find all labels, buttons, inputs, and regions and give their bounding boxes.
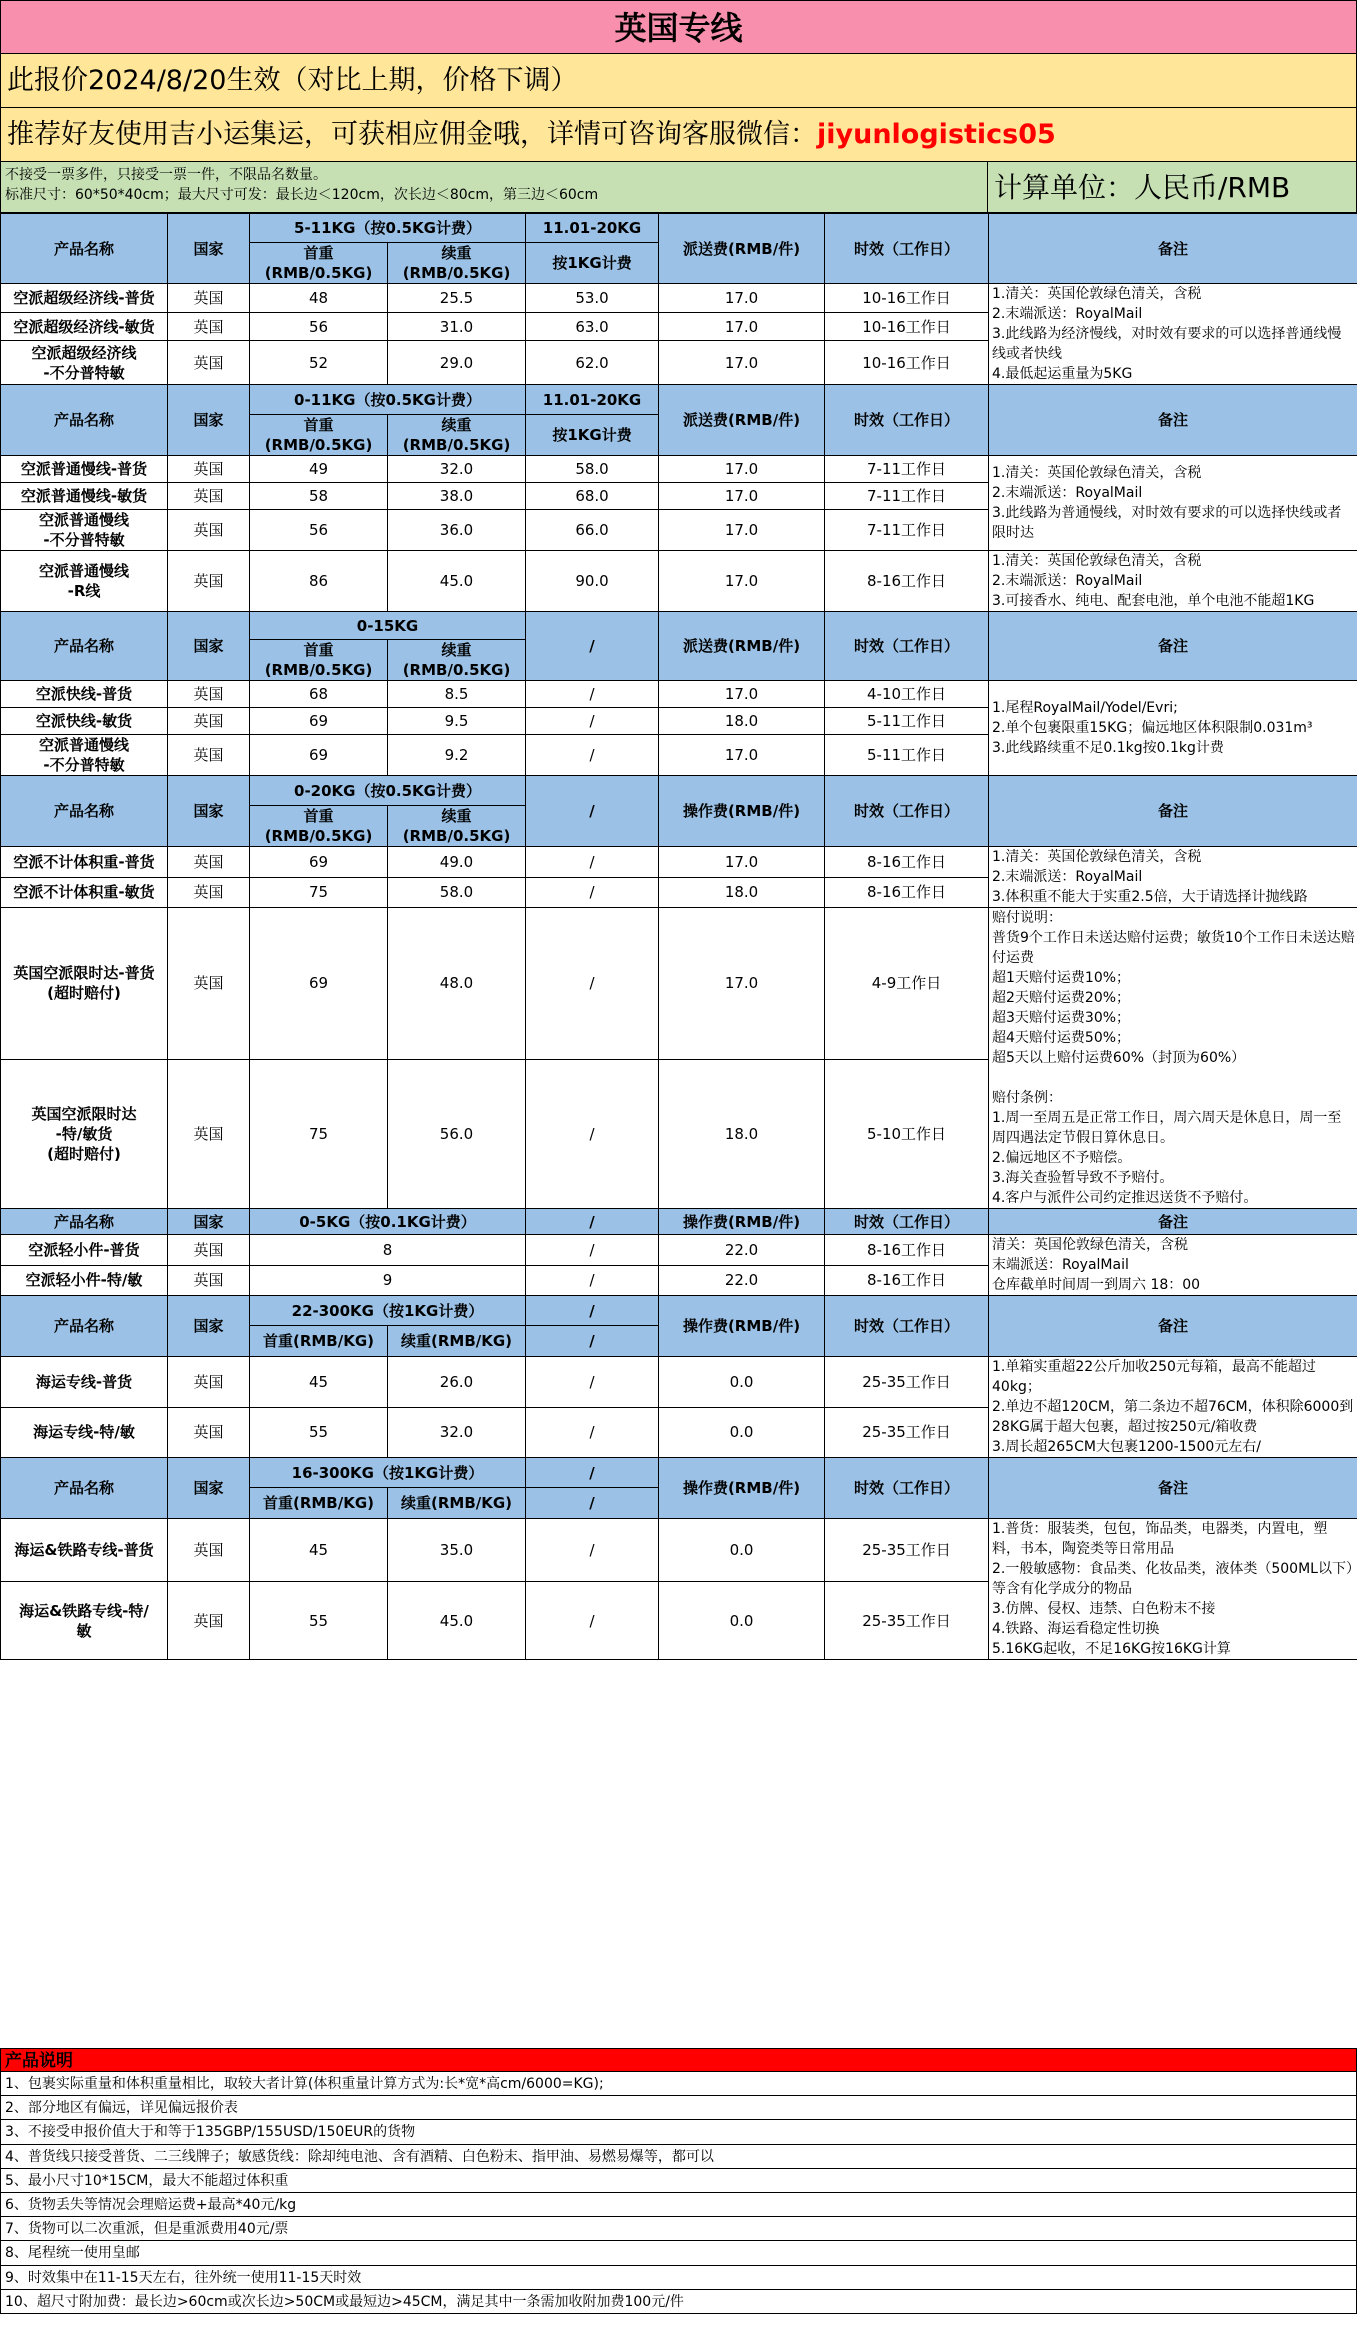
- header-slash: /: [526, 776, 659, 847]
- description-heading: 产品说明: [0, 2048, 1357, 2072]
- header-product: 产品名称: [1, 1209, 168, 1235]
- product-name: 英国空派限时达-普货 (超时赔付): [1, 908, 168, 1060]
- currency-unit: 计算单位：人民币/RMB: [988, 162, 1357, 213]
- first-weight-price: 48: [250, 284, 388, 313]
- first-weight-price: 69: [250, 708, 388, 735]
- header-weight-range: 22-300KG（按1KG计费）: [250, 1296, 526, 1326]
- per-kg-price: /: [526, 877, 659, 908]
- page-title: 英国专线: [0, 0, 1357, 54]
- header-fee: 操作费(RMB/件): [659, 776, 825, 847]
- price-table: [0, 213, 1357, 1660]
- product-name: 海运&铁路专线-普货: [1, 1519, 168, 1582]
- header-first-weight: 首重(RMB/KG): [250, 1488, 388, 1519]
- header-country: 国家: [168, 1209, 250, 1235]
- delivery-time: 25-35工作日: [825, 1519, 989, 1582]
- delivery-time: 7-11工作日: [825, 510, 989, 551]
- remark: 1.清关：英国伦敦绿色清关，含税 2.末端派送：RoyalMail 3.体积重不能大于实重2.5倍，大于请选择计抛线路: [989, 847, 1357, 908]
- fee: 22.0: [659, 1265, 825, 1296]
- per-kg-price: /: [526, 1357, 659, 1408]
- delivery-time: 7-11工作日: [825, 483, 989, 510]
- remark: 清关：英国伦敦绿色清关，含税 末端派送：RoyalMail 仓库截单时间周一到周六 18：00: [989, 1235, 1357, 1296]
- header-first-weight: 首重 (RMB/0.5KG): [250, 415, 388, 456]
- description-item: 5、最小尺寸10*15CM，最大不能超过体积重: [0, 2169, 1357, 2193]
- header-weight-range: 0-15KG: [250, 612, 526, 640]
- fee: 17.0: [659, 284, 825, 313]
- continued-weight-price: 8.5: [388, 681, 526, 708]
- remark: 1.普货：服装类，包包，饰品类，电器类，内置电，塑料，书本，陶瓷类等日常用品 2.一般敏感物：食品类、化妆品类，液体类（500ML以下）等含有化学成分的物品 3.仿牌、侵权、违禁、白色粉末不接 4.铁路、海运看稳定性切换 5.16KG起收，不足16KG按16KG计算: [989, 1519, 1357, 1660]
- effective-date-banner: 此报价2024/8/20生效（对比上期，价格下调）: [0, 54, 1357, 108]
- per-kg-price: 63.0: [526, 312, 659, 341]
- country: 英国: [168, 681, 250, 708]
- header-remark: 备注: [989, 214, 1357, 284]
- header-time: 时效（工作日）: [825, 214, 989, 284]
- country: 英国: [168, 483, 250, 510]
- remark: 1.清关：英国伦敦绿色清关，含税 2.末端派送：RoyalMail 3.可接香水、纯电、配套电池，单个电池不能超1KG: [989, 551, 1357, 612]
- header-country: 国家: [168, 1458, 250, 1519]
- per-kg-price: 68.0: [526, 483, 659, 510]
- header-country: 国家: [168, 776, 250, 847]
- continued-weight-price: 32.0: [388, 1407, 526, 1458]
- per-kg-price: /: [526, 1582, 659, 1660]
- fee: 17.0: [659, 456, 825, 483]
- first-weight-price: 56: [250, 510, 388, 551]
- delivery-time: 8-16工作日: [825, 1235, 989, 1266]
- header-weight-range: 0-11KG（按0.5KG计费）: [250, 385, 526, 415]
- product-name: 海运&铁路专线-特/ 敏: [1, 1582, 168, 1660]
- country: 英国: [168, 1235, 250, 1266]
- fee: 17.0: [659, 510, 825, 551]
- per-kg-price: 58.0: [526, 456, 659, 483]
- header-first-weight: 首重 (RMB/0.5KG): [250, 806, 388, 847]
- product-description: [0, 2048, 1357, 2314]
- header-weight-range: 5-11KG（按0.5KG计费）: [250, 214, 526, 243]
- per-kg-price: /: [526, 681, 659, 708]
- first-weight-price: 55: [250, 1582, 388, 1660]
- fee: 18.0: [659, 708, 825, 735]
- first-weight-price: 69: [250, 735, 388, 776]
- header-remark: 备注: [989, 1458, 1357, 1519]
- header-product: 产品名称: [1, 612, 168, 681]
- delivery-time: 5-10工作日: [825, 1059, 989, 1208]
- product-name: 空派普通慢线 -R线: [1, 551, 168, 612]
- continued-weight-price: 48.0: [388, 908, 526, 1060]
- header-per-kg: 按1KG计费: [526, 415, 659, 456]
- continued-weight-price: 29.0: [388, 341, 526, 385]
- price: 9: [250, 1265, 526, 1296]
- per-kg-price: /: [526, 1407, 659, 1458]
- per-kg-price: /: [526, 847, 659, 878]
- fee: 0.0: [659, 1357, 825, 1408]
- header-slash: /: [526, 1209, 659, 1235]
- price: 8: [250, 1235, 526, 1266]
- country: 英国: [168, 551, 250, 612]
- remark: 1.清关：英国伦敦绿色清关，含税 2.末端派送：RoyalMail 3.此线路为普通慢线，对时效有要求的可以选择快线或者限时达: [989, 456, 1357, 551]
- per-kg-price: /: [526, 735, 659, 776]
- header-time: 时效（工作日）: [825, 612, 989, 681]
- delivery-time: 8-16工作日: [825, 847, 989, 878]
- continued-weight-price: 38.0: [388, 483, 526, 510]
- header-time: 时效（工作日）: [825, 1209, 989, 1235]
- continued-weight-price: 9.2: [388, 735, 526, 776]
- product-name: 海运专线-特/敏: [1, 1407, 168, 1458]
- country: 英国: [168, 1519, 250, 1582]
- header-country: 国家: [168, 385, 250, 456]
- country: 英国: [168, 1407, 250, 1458]
- delivery-time: 25-35工作日: [825, 1357, 989, 1408]
- fee: 17.0: [659, 908, 825, 1060]
- delivery-time: 8-16工作日: [825, 551, 989, 612]
- header-first-weight: 首重 (RMB/0.5KG): [250, 640, 388, 681]
- delivery-time: 8-16工作日: [825, 1265, 989, 1296]
- header-remark: 备注: [989, 1209, 1357, 1235]
- country: 英国: [168, 1265, 250, 1296]
- header-country: 国家: [168, 612, 250, 681]
- header-slash: /: [526, 1488, 659, 1519]
- continued-weight-price: 36.0: [388, 510, 526, 551]
- fee: 18.0: [659, 1059, 825, 1208]
- delivery-time: 10-16工作日: [825, 284, 989, 313]
- header-product: 产品名称: [1, 1458, 168, 1519]
- first-weight-price: 69: [250, 908, 388, 1060]
- delivery-time: 8-16工作日: [825, 877, 989, 908]
- header-fee: 操作费(RMB/件): [659, 1296, 825, 1357]
- description-item: 10、超尺寸附加费：最长边>60cm或次长边>50CM或最短边>45CM，满足其中一条需加收附加费100元/件: [0, 2290, 1357, 2314]
- first-weight-price: 45: [250, 1357, 388, 1408]
- continued-weight-price: 49.0: [388, 847, 526, 878]
- header-time: 时效（工作日）: [825, 1458, 989, 1519]
- country: 英国: [168, 312, 250, 341]
- per-kg-price: /: [526, 1235, 659, 1266]
- product-name: 空派不计体积重-普货: [1, 847, 168, 878]
- product-name: 空派普通慢线-敏货: [1, 483, 168, 510]
- header-first-weight: 首重 (RMB/0.5KG): [250, 243, 388, 284]
- shipping-restrictions: [0, 162, 988, 213]
- header-first-weight: 首重(RMB/KG): [250, 1326, 388, 1357]
- header-weight-range: 0-20KG（按0.5KG计费）: [250, 776, 526, 806]
- header-remark: 备注: [989, 1296, 1357, 1357]
- header-fee: 派送费(RMB/件): [659, 385, 825, 456]
- first-weight-price: 69: [250, 847, 388, 878]
- continued-weight-price: 35.0: [388, 1519, 526, 1582]
- header-country: 国家: [168, 1296, 250, 1357]
- description-item: 9、时效集中在11-15天左右，往外统一使用11-15天时效: [0, 2266, 1357, 2290]
- country: 英国: [168, 908, 250, 1060]
- remark: 赔付说明： 普货9个工作日未送达赔付运费；敏货10个工作日未送达赔付运费 超1天赔付运费10%； 超2天赔付运费20%； 超3天赔付运费30%； 超4天赔付运费50%； 超5天以上赔付运费60%（封顶为60%） 赔付条例： 1.周一至周五是正常工作日，周六周天是休息日，周一至周四遇法定节假日算休息日。 2.偏远地区不予赔偿。 3.海关查验暂导致不予赔付。 4.客户与派件公司约定推迟送货不予赔付。: [989, 908, 1357, 1209]
- fee: 17.0: [659, 847, 825, 878]
- header-fee: 操作费(RMB/件): [659, 1209, 825, 1235]
- fee: 17.0: [659, 483, 825, 510]
- product-name: 空派超级经济线-普货: [1, 284, 168, 313]
- first-weight-price: 49: [250, 456, 388, 483]
- country: 英国: [168, 510, 250, 551]
- per-kg-price: 62.0: [526, 341, 659, 385]
- header-time: 时效（工作日）: [825, 776, 989, 847]
- first-weight-price: 55: [250, 1407, 388, 1458]
- fee: 22.0: [659, 1235, 825, 1266]
- remark: 1.清关：英国伦敦绿色清关，含税 2.末端派送：RoyalMail 3.此线路为经济慢线，对时效有要求的可以选择普通线慢线或者快线 4.最低起运重量为5KG: [989, 284, 1357, 385]
- country: 英国: [168, 456, 250, 483]
- first-weight-price: 68: [250, 681, 388, 708]
- country: 英国: [168, 847, 250, 878]
- per-kg-price: /: [526, 1059, 659, 1208]
- continued-weight-price: 56.0: [388, 1059, 526, 1208]
- header-weight-range: 0-5KG（按0.1KG计费）: [250, 1209, 526, 1235]
- header-fee: 派送费(RMB/件): [659, 214, 825, 284]
- product-name: 空派不计体积重-敏货: [1, 877, 168, 908]
- delivery-time: 5-11工作日: [825, 708, 989, 735]
- first-weight-price: 52: [250, 341, 388, 385]
- header-time: 时效（工作日）: [825, 385, 989, 456]
- header-product: 产品名称: [1, 1296, 168, 1357]
- delivery-time: 25-35工作日: [825, 1582, 989, 1660]
- fee: 0.0: [659, 1582, 825, 1660]
- product-name: 空派普通慢线 -不分普特敏: [1, 510, 168, 551]
- product-name: 空派超级经济线-敏货: [1, 312, 168, 341]
- country: 英国: [168, 735, 250, 776]
- country: 英国: [168, 1059, 250, 1208]
- continued-weight-price: 32.0: [388, 456, 526, 483]
- country: 英国: [168, 1582, 250, 1660]
- header-continued-weight: 续重 (RMB/0.5KG): [388, 806, 526, 847]
- country: 英国: [168, 1357, 250, 1408]
- per-kg-price: 66.0: [526, 510, 659, 551]
- remark: 1.单箱实重超22公斤加收250元每箱，最高不能超过40kg； 2.单边不超120CM，第二条边不超76CM，体积除6000到28KG属于超大包裹，超过按250元/箱收费 3.周长超265CM大包裹1200-1500元左右/: [989, 1357, 1357, 1458]
- product-name: 空派快线-普货: [1, 681, 168, 708]
- description-item: 6、货物丢失等情况会理赔运费+最高*40元/kg: [0, 2193, 1357, 2217]
- description-item: 2、部分地区有偏远，详见偏远报价表: [0, 2096, 1357, 2120]
- product-name: 空派轻小件-特/敏: [1, 1265, 168, 1296]
- product-name: 空派超级经济线 -不分普特敏: [1, 341, 168, 385]
- continued-weight-price: 31.0: [388, 312, 526, 341]
- per-kg-price: 90.0: [526, 551, 659, 612]
- referral-text: 推荐好友使用吉小运集运，可获相应佣金哦，详情可咨询客服微信：: [7, 119, 817, 150]
- referral-banner: [0, 108, 1357, 162]
- description-item: 8、尾程统一使用皇邮: [0, 2241, 1357, 2265]
- continued-weight-price: 26.0: [388, 1357, 526, 1408]
- description-item: 7、货物可以二次重派，但是重派费用40元/票: [0, 2217, 1357, 2241]
- first-weight-price: 75: [250, 1059, 388, 1208]
- header-time: 时效（工作日）: [825, 1296, 989, 1357]
- fee: 17.0: [659, 312, 825, 341]
- header-country: 国家: [168, 214, 250, 284]
- restriction-line-2: 标准尺寸：60*50*40cm；最大尺寸可发：最长边＜120cm，次长边＜80cm，第三边＜60cm: [5, 187, 599, 203]
- product-name: 空派普通慢线 -不分普特敏: [1, 735, 168, 776]
- country: 英国: [168, 341, 250, 385]
- first-weight-price: 75: [250, 877, 388, 908]
- fee: 0.0: [659, 1407, 825, 1458]
- header-slash: /: [526, 1296, 659, 1326]
- fee: 17.0: [659, 681, 825, 708]
- header-product: 产品名称: [1, 776, 168, 847]
- fee: 0.0: [659, 1519, 825, 1582]
- first-weight-price: 45: [250, 1519, 388, 1582]
- description-item: 1、包裹实际重量和体积重量相比，取较大者计算(体积重量计算方式为:长*宽*高cm/6000=KG);: [0, 2072, 1357, 2096]
- fee: 17.0: [659, 341, 825, 385]
- country: 英国: [168, 284, 250, 313]
- header-slash: /: [526, 612, 659, 681]
- header-continued-weight: 续重 (RMB/0.5KG): [388, 640, 526, 681]
- header-continued-weight: 续重(RMB/KG): [388, 1488, 526, 1519]
- continued-weight-price: 58.0: [388, 877, 526, 908]
- header-remark: 备注: [989, 385, 1357, 456]
- first-weight-price: 56: [250, 312, 388, 341]
- header-weight-range: 16-300KG（按1KG计费）: [250, 1458, 526, 1488]
- delivery-time: 25-35工作日: [825, 1407, 989, 1458]
- fee: 17.0: [659, 735, 825, 776]
- first-weight-price: 58: [250, 483, 388, 510]
- fee: 18.0: [659, 877, 825, 908]
- wechat-id: jiyunlogistics05: [817, 119, 1056, 150]
- restriction-line-1: 不接受一票多件，只接受一票一件，不限品名数量。: [5, 167, 327, 183]
- header-slash: /: [526, 1458, 659, 1488]
- header-slash: /: [526, 1326, 659, 1357]
- header-per-kg: 按1KG计费: [526, 243, 659, 284]
- product-name: 空派快线-敏货: [1, 708, 168, 735]
- country: 英国: [168, 877, 250, 908]
- per-kg-price: /: [526, 708, 659, 735]
- product-name: 空派普通慢线-普货: [1, 456, 168, 483]
- header-remark: 备注: [989, 776, 1357, 847]
- country: 英国: [168, 708, 250, 735]
- per-kg-price: /: [526, 908, 659, 1060]
- product-name: 英国空派限时达 -特/敏货 (超时赔付): [1, 1059, 168, 1208]
- product-name: 空派轻小件-普货: [1, 1235, 168, 1266]
- header-product: 产品名称: [1, 385, 168, 456]
- delivery-time: 10-16工作日: [825, 312, 989, 341]
- continued-weight-price: 45.0: [388, 1582, 526, 1660]
- delivery-time: 5-11工作日: [825, 735, 989, 776]
- header-continued-weight: 续重(RMB/KG): [388, 1326, 526, 1357]
- remark: 1.尾程RoyalMail/Yodel/Evri; 2.单个包裹限重15KG；偏远地区体积限制0.031m³ 3.此线路续重不足0.1kg按0.1kg计费: [989, 681, 1357, 776]
- per-kg-price: /: [526, 1265, 659, 1296]
- header-continued-weight: 续重 (RMB/0.5KG): [388, 415, 526, 456]
- header-weight-range-2: 11.01-20KG: [526, 385, 659, 415]
- header-product: 产品名称: [1, 214, 168, 284]
- description-item: 3、不接受申报价值大于和等于135GBP/155USD/150EUR的货物: [0, 2120, 1357, 2144]
- header-fee: 操作费(RMB/件): [659, 1458, 825, 1519]
- continued-weight-price: 9.5: [388, 708, 526, 735]
- per-kg-price: /: [526, 1519, 659, 1582]
- header-continued-weight: 续重 (RMB/0.5KG): [388, 243, 526, 284]
- description-item: 4、普货线只接受普货、二三线牌子；敏感货线：除却纯电池、含有酒精、白色粉末、指甲油、易燃易爆等，都可以: [0, 2145, 1357, 2169]
- delivery-time: 4-10工作日: [825, 681, 989, 708]
- product-name: 海运专线-普货: [1, 1357, 168, 1408]
- fee: 17.0: [659, 551, 825, 612]
- per-kg-price: 53.0: [526, 284, 659, 313]
- delivery-time: 10-16工作日: [825, 341, 989, 385]
- header-remark: 备注: [989, 612, 1357, 681]
- delivery-time: 7-11工作日: [825, 456, 989, 483]
- continued-weight-price: 25.5: [388, 284, 526, 313]
- continued-weight-price: 45.0: [388, 551, 526, 612]
- delivery-time: 4-9工作日: [825, 908, 989, 1060]
- header-fee: 派送费(RMB/件): [659, 612, 825, 681]
- first-weight-price: 86: [250, 551, 388, 612]
- header-weight-range-2: 11.01-20KG: [526, 214, 659, 243]
